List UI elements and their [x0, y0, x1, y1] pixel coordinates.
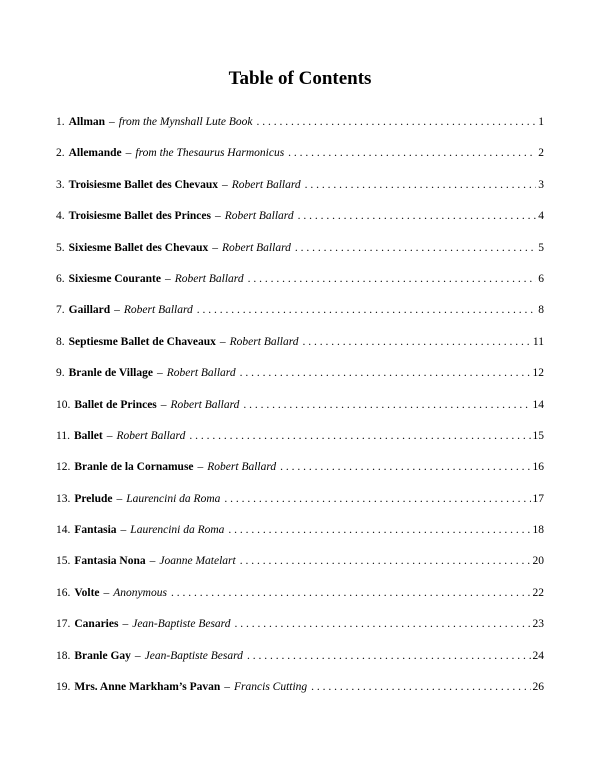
dot-leader [298, 210, 537, 222]
entry-number: 7. [56, 304, 65, 317]
entry-source: Robert Ballard [174, 272, 244, 285]
dot-leader [197, 304, 536, 316]
page-title: Table of Contents [228, 68, 372, 89]
entry-page-number: 3 [538, 178, 544, 191]
entry-title: Prelude [74, 492, 113, 505]
entry-separator: – [224, 681, 231, 694]
entry-title: Ballet [73, 429, 103, 442]
entry-number: 18. [56, 649, 71, 662]
entry-title: Branle de Village [68, 367, 153, 380]
entry-number: 13. [56, 492, 71, 505]
entry-title: Canaries [74, 618, 119, 631]
entry-number: 6. [56, 272, 65, 285]
entry-source: Francis Cutting [234, 681, 308, 694]
dot-leader [311, 681, 530, 693]
entry-page-number: 16 [532, 461, 544, 474]
dot-leader [240, 367, 531, 379]
entry-page-number: 24 [532, 649, 544, 662]
toc-entry[interactable] [56, 336, 544, 367]
entry-source: Robert Ballard [224, 210, 294, 223]
toc-entry[interactable] [56, 681, 544, 712]
dot-leader [288, 147, 536, 159]
entry-separator: – [197, 461, 204, 474]
entry-source: Robert Ballard [123, 304, 193, 317]
entry-separator: – [116, 492, 123, 505]
dot-leader [224, 493, 530, 505]
entry-number: 19. [56, 681, 71, 694]
entry-number: 9. [56, 367, 65, 380]
entry-number: 11. [56, 429, 70, 442]
entry-separator: – [160, 398, 167, 411]
toc-entry[interactable] [56, 210, 544, 241]
entry-source: Joanne Matelart [159, 555, 236, 568]
dot-leader [248, 273, 537, 285]
entry-number: 10. [56, 398, 71, 411]
entry-page-number: 20 [532, 555, 544, 568]
entry-title: Volte [74, 586, 100, 599]
toc-entry[interactable] [56, 430, 544, 461]
dot-leader [240, 555, 531, 567]
entry-title: Fantasia Nona [74, 555, 146, 568]
entry-number: 4. [56, 210, 65, 223]
entry-source: Jean-Baptiste Besard [132, 618, 231, 631]
entry-title: Sixiesme Courante [68, 272, 161, 285]
dot-leader [234, 618, 530, 630]
entry-number: 14. [56, 524, 71, 537]
entry-title: Allman [68, 116, 106, 128]
entry-page-number: 14 [532, 398, 544, 411]
entry-separator: – [114, 304, 120, 317]
entry-page-number: 26 [532, 681, 544, 694]
entry-separator: – [122, 618, 129, 631]
toc-entry[interactable] [56, 618, 544, 649]
entry-title: Branle Gay [74, 649, 131, 662]
entry-source: Anonymous [113, 586, 167, 599]
entry-page-number: 12 [532, 367, 544, 380]
entry-separator: – [125, 147, 132, 160]
entry-separator: – [106, 429, 113, 442]
toc-entry[interactable] [56, 147, 544, 178]
entry-source: Robert Ballard [116, 429, 186, 442]
entry-source: Robert Ballard [221, 241, 291, 254]
entry-source: from the Mynshall Lute Book [118, 116, 253, 128]
entry-title: Fantasia [74, 524, 117, 537]
entry-number: 2. [56, 147, 65, 160]
entry-title: Allemande [68, 147, 122, 160]
entry-source: Jean-Baptiste Besard [144, 649, 243, 662]
entry-number: 15. [56, 555, 71, 568]
entry-separator: – [120, 524, 127, 537]
entry-title: Troisiesme Ballet des Princes [68, 210, 211, 223]
entry-source: from the Thesaurus Harmonicus [135, 147, 285, 160]
entry-source: Laurencini da Roma [126, 492, 221, 505]
dot-leader [189, 430, 530, 442]
entry-title: Ballet de Princes [74, 398, 157, 411]
entry-page-number: 2 [538, 147, 544, 160]
entry-page-number: 5 [538, 241, 544, 254]
table-of-contents [56, 116, 544, 712]
entry-title: Troisiesme Ballet des Chevaux [68, 178, 219, 191]
entry-separator: – [149, 555, 156, 568]
toc-entry[interactable] [56, 399, 544, 430]
entry-page-number: 4 [538, 210, 544, 223]
entry-number: 3. [56, 178, 65, 191]
entry-number: 16. [56, 586, 71, 599]
entry-title: Branle de la Cornamuse [74, 461, 194, 474]
toc-entry[interactable] [56, 587, 544, 618]
dot-leader [280, 461, 530, 473]
entry-separator: – [219, 335, 226, 348]
entry-separator: – [134, 649, 141, 662]
entry-page-number: 18 [532, 524, 544, 537]
toc-entry[interactable] [56, 273, 544, 304]
entry-separator: – [156, 367, 163, 380]
dot-leader [305, 179, 537, 191]
entry-number: 8. [56, 335, 65, 348]
dot-leader [247, 650, 531, 662]
toc-entry[interactable] [56, 461, 544, 492]
toc-entry[interactable] [56, 242, 544, 273]
entry-source: Robert Ballard [231, 178, 301, 191]
entry-page-number: 11 [532, 335, 544, 348]
toc-entry[interactable] [56, 304, 544, 335]
dot-leader [303, 336, 531, 348]
toc-entry[interactable] [56, 650, 544, 681]
entry-number: 1. [56, 116, 65, 128]
toc-entry[interactable] [56, 179, 544, 210]
entry-source: Robert Ballard [166, 367, 236, 380]
toc-entry[interactable] [56, 367, 544, 398]
entry-source: Laurencini da Roma [130, 524, 225, 537]
dot-leader [228, 524, 530, 536]
entry-page-number: 17 [532, 492, 544, 505]
entry-source: Robert Ballard [229, 335, 299, 348]
entry-page-number: 15 [532, 429, 544, 442]
entry-title: Septiesme Ballet de Chaveaux [68, 335, 216, 348]
dot-leader [257, 116, 537, 128]
entry-page-number: 8 [538, 304, 544, 317]
entry-page-number: 22 [532, 586, 544, 599]
entry-number: 17. [56, 618, 71, 631]
dot-leader [171, 587, 531, 599]
toc-entry[interactable] [56, 493, 544, 524]
entry-source: Robert Ballard [207, 461, 277, 474]
entry-separator: – [164, 272, 171, 285]
entry-number: 5. [56, 241, 65, 254]
entry-separator: – [222, 178, 228, 191]
entry-page-number: 23 [532, 618, 544, 631]
entry-separator: – [103, 586, 110, 599]
entry-separator: – [109, 116, 115, 128]
entry-title: Sixiesme Ballet des Chevaux [68, 241, 209, 254]
toc-entry[interactable] [56, 116, 544, 147]
entry-title: Mrs. Anne Markham’s Pavan [74, 681, 221, 694]
entry-separator: – [212, 241, 218, 254]
dot-leader [295, 242, 536, 254]
entry-title: Gaillard [68, 304, 111, 317]
toc-entry[interactable] [56, 524, 544, 555]
entry-page-number: 1 [538, 116, 544, 128]
entry-separator: – [214, 210, 221, 223]
entry-number: 12. [56, 461, 71, 474]
entry-source: Robert Ballard [170, 398, 240, 411]
entry-page-number: 6 [538, 272, 544, 285]
toc-entry[interactable] [56, 555, 544, 586]
dot-leader [243, 399, 530, 411]
